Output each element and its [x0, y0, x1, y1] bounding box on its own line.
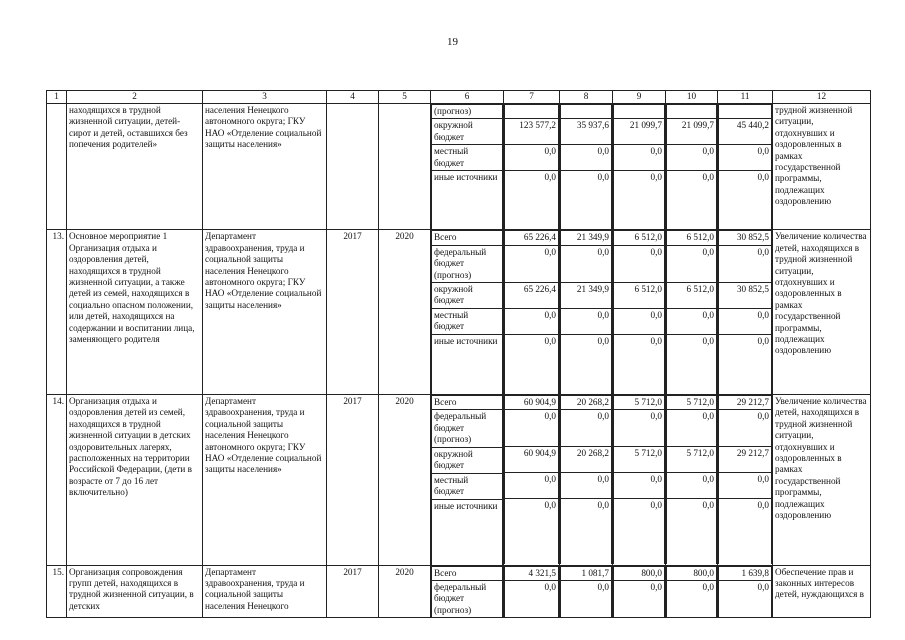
amount-cell — [560, 230, 613, 395]
amount-list — [504, 104, 559, 229]
amount-list — [666, 566, 717, 617]
amount-list — [718, 566, 772, 617]
amount-value: 0,0 — [561, 308, 612, 334]
table-row — [47, 104, 871, 230]
amount-list — [504, 395, 559, 564]
start-year — [327, 395, 379, 566]
amount-cell — [560, 395, 613, 566]
amount-list — [504, 230, 559, 393]
amount-value: 0,0 — [667, 581, 717, 618]
amount-value: 0,0 — [719, 145, 772, 171]
amount-cell — [504, 104, 560, 230]
amount-list — [560, 104, 612, 229]
amount-value: 65 226,4 — [505, 231, 559, 245]
end-year — [379, 395, 431, 566]
activity-name — [67, 230, 203, 395]
executor — [203, 230, 327, 395]
amount-value: 0,0 — [719, 171, 772, 230]
amount-cell — [613, 395, 666, 566]
amount-value: 21 099,7 — [614, 119, 665, 145]
amount-value: 0,0 — [561, 499, 612, 565]
amount-value: 0,0 — [561, 473, 612, 499]
amount-value: 0,0 — [505, 245, 559, 282]
funding-source: федеральный бюджет (прогноз) — [432, 410, 503, 447]
amount-value — [561, 105, 612, 119]
amount-list — [560, 230, 612, 393]
amount-cell — [666, 395, 718, 566]
amount-value: 0,0 — [667, 410, 717, 447]
amount-list — [613, 395, 665, 564]
executor — [203, 565, 327, 618]
amount-cell — [718, 230, 773, 395]
amount-list — [666, 104, 717, 229]
amount-list — [666, 395, 717, 564]
amount-value: 0,0 — [667, 473, 717, 499]
activity-name-text: Основное мероприятие 1 Организация отдыха и оздоровления детей, находящихся в трудной жизненной ситуации, а также детей из семей, находящихся в социально опасном положении, или детей, находящихся на содержании и воспитании лица, заменяющего родителя — [69, 231, 195, 345]
header-cell: 5 — [379, 91, 431, 104]
amount-list — [613, 104, 665, 229]
row-number-text: 15. — [52, 566, 64, 577]
amount-value — [505, 105, 559, 119]
amount-value: 800,0 — [667, 566, 717, 580]
amount-value: 21 349,9 — [561, 231, 612, 245]
amount-list — [718, 395, 772, 564]
amount-value: 30 852,5 — [719, 282, 772, 308]
expected-result-text: Увеличение количества детей, находящихся в трудной жизненной ситуации, отдохнувших и оздоровленных в рамках государственной программы, подлежащих оздоровлению — [775, 231, 867, 356]
amount-cell — [718, 104, 773, 230]
header-cell: 8 — [560, 91, 613, 104]
amount-cell — [560, 104, 613, 230]
amount-cell — [666, 565, 718, 618]
end-year-text: 2020 — [395, 566, 414, 577]
header-row — [47, 91, 871, 104]
funding-source: окружной бюджет — [432, 119, 503, 145]
start-year — [327, 230, 379, 395]
funding-source-list — [431, 104, 503, 229]
header-cell: 4 — [327, 91, 379, 104]
funding-source: местный бюджет — [432, 473, 503, 499]
amount-value: 0,0 — [667, 334, 717, 394]
start-year-text: 2017 — [343, 566, 362, 577]
funding-source-list — [431, 395, 503, 565]
amount-value: 0,0 — [614, 499, 665, 565]
activity-name-text: Организация отдыха и оздоровления детей из семей, находящихся в трудной жизненной ситуации в детских оздоровительных лагерях, расположенных на территории Российской Федерации, (дети в возрасте от 7 до 16 лет включительно) — [69, 396, 192, 498]
amount-list — [613, 230, 665, 393]
expected-result — [773, 395, 871, 566]
amount-value: 0,0 — [505, 581, 559, 618]
amount-value: 0,0 — [719, 581, 772, 618]
funding-source-list — [431, 566, 503, 618]
activity-name — [67, 565, 203, 618]
row-number — [47, 395, 67, 566]
amount-value: 0,0 — [614, 581, 665, 618]
start-year-text: 2017 — [343, 231, 362, 242]
funding-source: Всего — [432, 396, 503, 410]
amount-value: 1 081,7 — [561, 566, 612, 580]
amount-value: 0,0 — [561, 581, 612, 618]
amount-value: 5 712,0 — [614, 447, 665, 473]
amount-value: 6 512,0 — [667, 231, 717, 245]
funding-source-list — [431, 230, 503, 394]
expected-result-text: трудной жизненной ситуации, отдохнувших и оздоровленных в рамках государственной программы, подлежащих оздоровлению — [775, 105, 853, 207]
amount-value: 0,0 — [614, 308, 665, 334]
amount-value: 29 212,7 — [719, 396, 772, 410]
amount-value: 21 349,9 — [561, 282, 612, 308]
row-number — [47, 104, 67, 230]
executor-text: Департамент здравоохранения, труда и социальной защиты населения Ненецкого автономного округа; ГКУ НАО «Отделение социальной защиты населения» — [205, 396, 322, 475]
amount-value: 0,0 — [614, 245, 665, 282]
funding-source: Всего — [432, 231, 503, 245]
funding-source: окружной бюджет — [432, 447, 503, 473]
amount-value: 21 099,7 — [667, 119, 717, 145]
end-year-text: 2020 — [395, 231, 414, 242]
amount-value: 20 268,2 — [561, 396, 612, 410]
amount-value: 65 226,4 — [505, 282, 559, 308]
amount-value: 5 712,0 — [667, 447, 717, 473]
amount-value: 0,0 — [719, 308, 772, 334]
expected-result-text: Увеличение количества детей, находящихся в трудной жизненной ситуации, отдохнувших и оздоровленных в рамках государственной программы, подлежащих оздоровлению — [775, 396, 867, 521]
amount-cell — [504, 565, 560, 618]
header-cell: 7 — [504, 91, 560, 104]
amount-value — [719, 105, 772, 119]
amount-value: 0,0 — [561, 245, 612, 282]
amount-value: 45 440,2 — [719, 119, 772, 145]
header-cell: 11 — [718, 91, 773, 104]
amount-value: 30 852,5 — [719, 231, 772, 245]
amount-list — [560, 395, 612, 564]
amount-value: 60 904,9 — [505, 396, 559, 410]
header-cell: 3 — [203, 91, 327, 104]
amount-value: 0,0 — [561, 145, 612, 171]
amount-value: 0,0 — [505, 410, 559, 447]
amount-value: 0,0 — [614, 473, 665, 499]
executor — [203, 395, 327, 566]
activity-name — [67, 395, 203, 566]
activity-name-text: находящихся в трудной жизненной ситуации, детей-сирот и детей, оставшихся без попечения родителей» — [69, 105, 188, 150]
end-year — [379, 104, 431, 230]
row-number — [47, 565, 67, 618]
funding-source: федеральный бюджет (прогноз) — [432, 581, 503, 618]
amount-cell — [504, 230, 560, 395]
activity-name — [67, 104, 203, 230]
amount-value: 800,0 — [614, 566, 665, 580]
amount-value — [614, 105, 665, 119]
amount-value: 0,0 — [667, 171, 717, 230]
amount-cell — [613, 230, 666, 395]
amount-value: 0,0 — [505, 145, 559, 171]
amount-value: 123 577,2 — [505, 119, 559, 145]
program-table — [46, 90, 871, 618]
page-number: 19 — [447, 36, 458, 48]
amount-value: 6 512,0 — [667, 282, 717, 308]
amount-cell — [504, 395, 560, 566]
amount-value: 0,0 — [719, 245, 772, 282]
start-year-text: 2017 — [343, 396, 362, 407]
executor-text: населения Ненецкого автономного округа; ГКУ НАО «Отделение социальной защиты населения» — [205, 105, 322, 150]
funding-source: (прогноз) — [432, 105, 503, 119]
amount-value: 0,0 — [614, 410, 665, 447]
row-number — [47, 230, 67, 395]
amount-value: 0,0 — [667, 145, 717, 171]
header-cell: 10 — [666, 91, 718, 104]
amount-value: 0,0 — [505, 499, 559, 565]
amount-value: 0,0 — [719, 473, 772, 499]
funding-source-cell — [431, 104, 504, 230]
executor-text: Департамент здравоохранения, труда и социальной защиты населения Ненецкого — [205, 566, 305, 611]
amount-value: 5 712,0 — [667, 396, 717, 410]
header-cell: 2 — [67, 91, 203, 104]
row-number-text: 13. — [52, 231, 64, 242]
amount-value: 0,0 — [561, 171, 612, 230]
amount-value: 0,0 — [561, 334, 612, 394]
header-cell: 6 — [431, 91, 504, 104]
funding-source: иные источники — [432, 335, 503, 395]
amount-value: 0,0 — [561, 410, 612, 447]
amount-value — [667, 105, 717, 119]
amount-value: 0,0 — [505, 334, 559, 394]
amount-list — [666, 230, 717, 393]
end-year — [379, 565, 431, 618]
amount-value: 0,0 — [505, 171, 559, 230]
expected-result — [773, 230, 871, 395]
amount-value: 6 512,0 — [614, 231, 665, 245]
funding-source: местный бюджет — [432, 309, 503, 335]
amount-value: 0,0 — [505, 308, 559, 334]
funding-source-cell — [431, 230, 504, 395]
amount-cell — [613, 104, 666, 230]
row-number-text: 14. — [52, 396, 64, 407]
amount-list — [718, 230, 772, 393]
amount-cell — [560, 565, 613, 618]
amount-list — [718, 104, 772, 229]
amount-value: 0,0 — [614, 171, 665, 230]
amount-cell — [718, 565, 773, 618]
funding-source: окружной бюджет — [432, 283, 503, 309]
funding-source: местный бюджет — [432, 145, 503, 171]
end-year-text: 2020 — [395, 396, 414, 407]
amount-cell — [718, 395, 773, 566]
amount-value: 1 639,8 — [719, 566, 772, 580]
header-cell: 1 — [47, 91, 67, 104]
funding-source: Всего — [432, 566, 503, 580]
executor — [203, 104, 327, 230]
amount-cell — [666, 104, 718, 230]
header-cell: 12 — [773, 91, 871, 104]
amount-value: 0,0 — [719, 499, 772, 565]
amount-value: 60 904,9 — [505, 447, 559, 473]
table-row — [47, 395, 871, 566]
activity-name-text: Организация сопровождения групп детей, находящихся в трудной жизненной ситуации, в детских — [69, 566, 194, 611]
amount-cell — [613, 565, 666, 618]
amount-value: 0,0 — [719, 410, 772, 447]
amount-list — [560, 566, 612, 617]
funding-source: иные источники — [432, 171, 503, 230]
funding-source: федеральный бюджет (прогноз) — [432, 245, 503, 282]
amount-value: 0,0 — [667, 499, 717, 565]
amount-value: 35 937,6 — [561, 119, 612, 145]
amount-value: 5 712,0 — [614, 396, 665, 410]
funding-source-cell — [431, 565, 504, 618]
amount-value: 0,0 — [719, 334, 772, 394]
amount-value: 0,0 — [505, 473, 559, 499]
expected-result-text: Обеспечение прав и законных интересов детей, нуждающихся в — [775, 566, 864, 600]
start-year — [327, 565, 379, 618]
header-cell: 9 — [613, 91, 666, 104]
amount-value: 0,0 — [667, 245, 717, 282]
amount-cell — [666, 230, 718, 395]
funding-source-cell — [431, 395, 504, 566]
funding-source: иные источники — [432, 499, 503, 565]
table-row — [47, 230, 871, 395]
amount-value: 0,0 — [614, 334, 665, 394]
executor-text: Департамент здравоохранения, труда и социальной защиты населения Ненецкого автономного округа; ГКУ НАО «Отделение социальной защиты населения» — [205, 231, 322, 310]
expected-result — [773, 104, 871, 230]
expected-result — [773, 565, 871, 618]
amount-value: 20 268,2 — [561, 447, 612, 473]
amount-value: 4 321,5 — [505, 566, 559, 580]
amount-value: 29 212,7 — [719, 447, 772, 473]
amount-value: 0,0 — [667, 308, 717, 334]
amount-list — [613, 566, 665, 617]
amount-value: 6 512,0 — [614, 282, 665, 308]
table-row — [47, 565, 871, 618]
amount-list — [504, 566, 559, 617]
end-year — [379, 230, 431, 395]
amount-value: 0,0 — [614, 145, 665, 171]
start-year — [327, 104, 379, 230]
